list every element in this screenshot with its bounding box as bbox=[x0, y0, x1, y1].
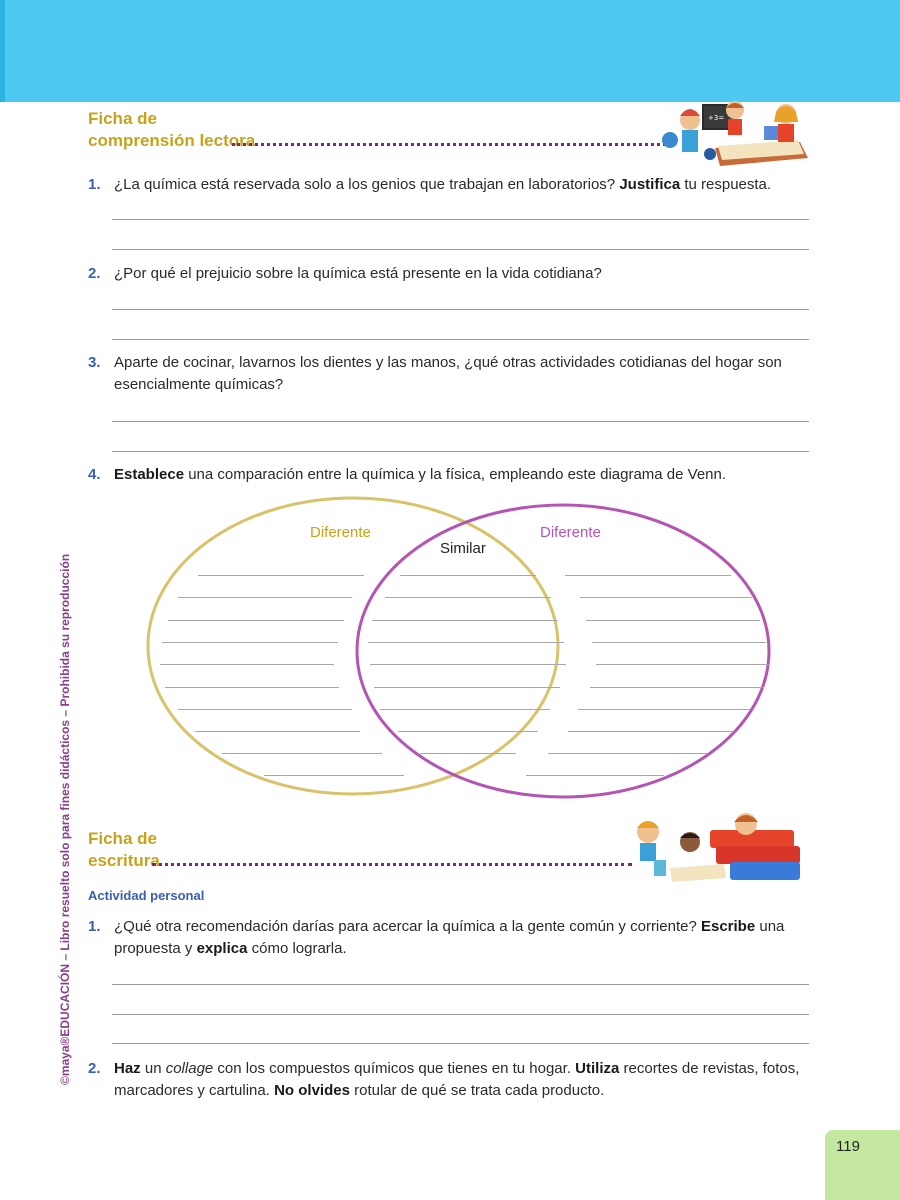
wq2-text-2: con los compuestos químicos que tienes en tu hogar. bbox=[213, 1060, 576, 1077]
question-3-number: 3. bbox=[88, 354, 101, 371]
answer-line[interactable] bbox=[112, 1043, 809, 1044]
venn-left-line[interactable] bbox=[168, 620, 344, 621]
brand-name: ©maya® bbox=[58, 1036, 72, 1085]
venn-left-line[interactable] bbox=[160, 664, 334, 665]
reading-section-title bbox=[88, 108, 255, 152]
venn-right-line[interactable] bbox=[526, 775, 664, 776]
venn-left-line[interactable] bbox=[198, 575, 364, 576]
kids-reading-illustration bbox=[660, 100, 810, 168]
question-1-number: 1. bbox=[88, 176, 101, 193]
wq2-verb-make: Haz bbox=[114, 1060, 141, 1077]
venn-center-line[interactable] bbox=[400, 575, 536, 576]
copyright-credit bbox=[58, 554, 72, 1085]
answer-line[interactable] bbox=[112, 451, 809, 452]
wq2-collage: collage bbox=[165, 1060, 214, 1077]
venn-center-label: Similar bbox=[440, 540, 486, 557]
question-2-text: ¿Por qué el prejuicio sobre la química está presente en la vida cotidiana? bbox=[114, 265, 602, 282]
venn-left-line[interactable] bbox=[195, 731, 360, 732]
reading-title-dotted-rule bbox=[232, 143, 672, 146]
writing-question-2-text bbox=[114, 1058, 809, 1102]
writing-title-dotted-rule bbox=[152, 863, 632, 866]
writing-question-2-number: 2. bbox=[88, 1060, 101, 1077]
venn-right-line[interactable] bbox=[578, 709, 750, 710]
venn-center-line[interactable] bbox=[368, 642, 564, 643]
venn-right-label: Diferente bbox=[540, 524, 601, 541]
venn-right-line[interactable] bbox=[586, 620, 760, 621]
venn-center-line[interactable] bbox=[398, 731, 538, 732]
venn-left-line[interactable] bbox=[165, 687, 339, 688]
question-1-suffix: tu respuesta. bbox=[680, 176, 772, 193]
header-banner-edge bbox=[0, 0, 5, 102]
wq2-text-1: un bbox=[140, 1060, 166, 1077]
wq1-suffix: cómo lograrla. bbox=[247, 940, 347, 957]
venn-left-line[interactable] bbox=[178, 709, 352, 710]
venn-right-line[interactable] bbox=[592, 642, 766, 643]
venn-left-line[interactable] bbox=[162, 642, 338, 643]
question-4-suffix: una comparación entre la química y la física, empleando este diagrama de Venn. bbox=[184, 466, 727, 483]
reading-title-line2: comprensión lectora bbox=[88, 131, 256, 150]
answer-line[interactable] bbox=[112, 421, 809, 422]
writing-question-1-text bbox=[114, 916, 809, 960]
header-banner bbox=[0, 0, 900, 102]
wq1-verb-write: Escribe bbox=[700, 918, 756, 935]
writing-question-1-number: 1. bbox=[88, 918, 101, 935]
question-1-verb: Justifica bbox=[619, 176, 681, 193]
writing-title-line1: Ficha de bbox=[88, 829, 157, 848]
answer-line[interactable] bbox=[112, 984, 809, 985]
venn-right-line[interactable] bbox=[568, 731, 734, 732]
wq2-text-3: recortes de revistas, fotos, marcadores y cartulina. bbox=[114, 1060, 800, 1099]
venn-right-line[interactable] bbox=[590, 687, 764, 688]
wq1-prefix: ¿Qué otra recomendación darías para acercar la química a la gente común y corriente? bbox=[114, 918, 701, 935]
writing-section-title bbox=[88, 828, 160, 872]
question-4-text bbox=[114, 464, 809, 486]
venn-left-line[interactable] bbox=[264, 775, 404, 776]
question-1-prefix: ¿La química está reservada solo a los genios que trabajan en laboratorios? bbox=[114, 176, 620, 193]
answer-line[interactable] bbox=[112, 249, 809, 250]
venn-right-line[interactable] bbox=[565, 575, 731, 576]
wq1-middle: una propuesta y bbox=[114, 918, 785, 957]
venn-right-line[interactable] bbox=[596, 664, 770, 665]
wq2-verb-use: Utiliza bbox=[575, 1060, 620, 1077]
venn-center-line[interactable] bbox=[374, 687, 560, 688]
wq2-verb-dont-forget: No olvides bbox=[274, 1082, 350, 1099]
venn-left-circle bbox=[148, 498, 558, 794]
personal-activity-subheading: Actividad personal bbox=[88, 888, 205, 903]
kids-books-illustration bbox=[626, 810, 806, 886]
credit-text: EDUCACIÓN – Libro resuelto solo para fines didácticos – Prohibida su reproducción bbox=[58, 553, 72, 1037]
page-number: 119 bbox=[836, 1138, 860, 1155]
venn-center-line[interactable] bbox=[385, 597, 551, 598]
venn-right-line[interactable] bbox=[580, 597, 752, 598]
venn-left-line[interactable] bbox=[178, 597, 352, 598]
wq2-text-4: rotular de qué se trata cada producto. bbox=[349, 1082, 605, 1099]
question-4-verb: Establece bbox=[114, 466, 185, 483]
answer-line[interactable] bbox=[112, 309, 809, 310]
venn-center-line[interactable] bbox=[370, 664, 566, 665]
question-1-text bbox=[114, 174, 809, 196]
wq1-verb-explain: explica bbox=[196, 940, 248, 957]
question-4-number: 4. bbox=[88, 466, 101, 483]
question-2-number: 2. bbox=[88, 265, 101, 282]
answer-line[interactable] bbox=[112, 219, 809, 220]
venn-center-line[interactable] bbox=[372, 620, 558, 621]
venn-center-line[interactable] bbox=[420, 753, 516, 754]
answer-line[interactable] bbox=[112, 339, 809, 340]
venn-right-line[interactable] bbox=[548, 753, 708, 754]
venn-left-line[interactable] bbox=[222, 753, 382, 754]
venn-center-line[interactable] bbox=[380, 709, 550, 710]
answer-line[interactable] bbox=[112, 1014, 809, 1015]
venn-left-label: Diferente bbox=[310, 524, 371, 541]
question-3-text: Aparte de cocinar, lavarnos los dientes y las manos, ¿qué otras actividades cotidianas del hogar son esencialmente químicas? bbox=[114, 354, 782, 393]
reading-title-line1: Ficha de bbox=[88, 109, 157, 128]
svg-text:+3=: +3= bbox=[708, 114, 725, 122]
writing-title-line2: escritura bbox=[88, 851, 160, 870]
